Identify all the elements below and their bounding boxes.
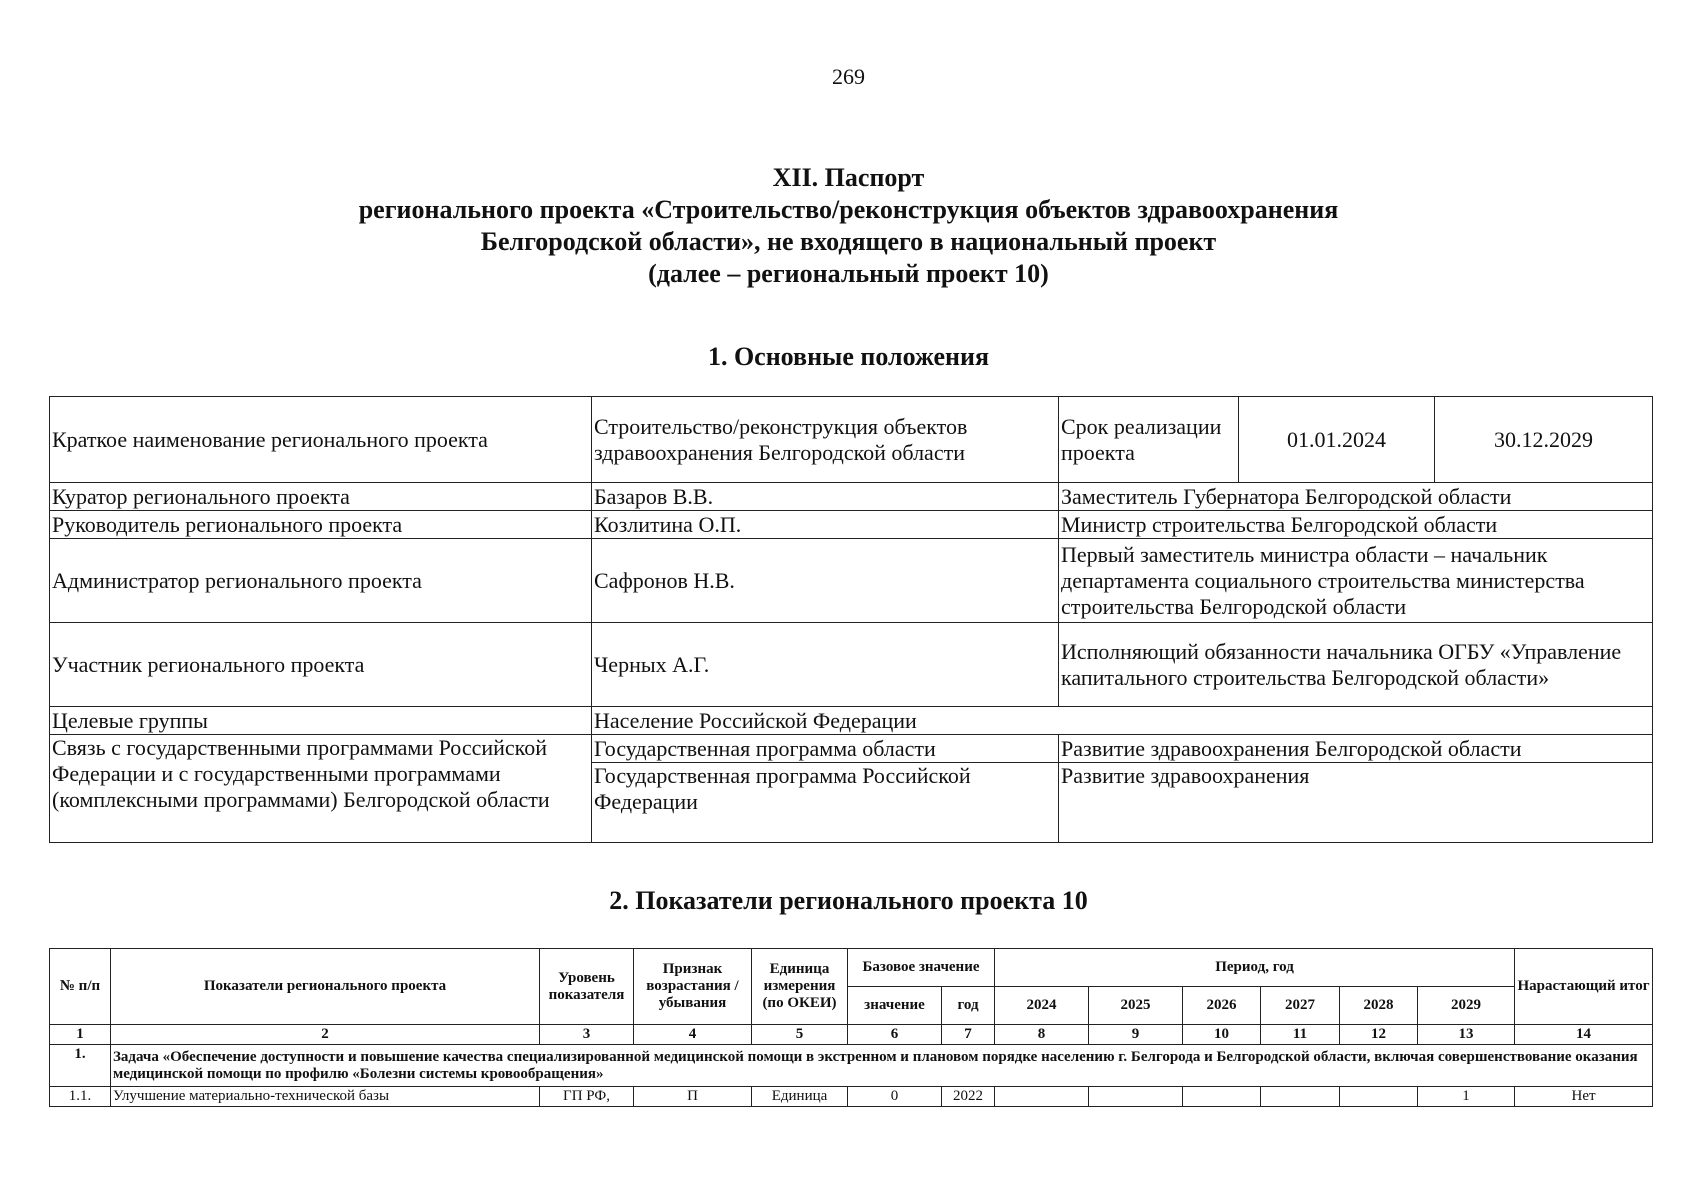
short-name-label: Краткое наименование регионального проекта	[50, 397, 592, 483]
header-unit: Единица измерения (по ОКЕИ)	[752, 949, 848, 1025]
col-number: 11	[1261, 1025, 1340, 1045]
admin-position: Первый заместитель министра области – начальник департамента социального строительства министерства строительства Белгородской области	[1059, 539, 1653, 623]
header-year-2025: 2025	[1089, 987, 1183, 1025]
row-unit: Единица	[752, 1087, 848, 1107]
col-number: 3	[540, 1025, 634, 1045]
program-1-name: Развитие здравоохранения Белгородской области	[1059, 735, 1653, 763]
header-year-2026: 2026	[1183, 987, 1261, 1025]
program-2-type: Государственная программа Российской Федерации	[592, 763, 1059, 843]
section-2-heading: 2. Показатели регионального проекта 10	[609, 886, 1088, 915]
row-sign: П	[634, 1087, 752, 1107]
row-base-value: 0	[848, 1087, 942, 1107]
term-end: 30.12.2029	[1435, 397, 1653, 483]
indicator-row	[50, 1087, 1653, 1107]
title-line-4: (далее – региональный проект 10)	[648, 259, 1049, 288]
row-2028	[1340, 1087, 1418, 1107]
col-number: 6	[848, 1025, 942, 1045]
row-level: ГП РФ,	[540, 1087, 634, 1107]
header-year-2024: 2024	[995, 987, 1089, 1025]
header-base-year: год	[942, 987, 995, 1025]
header-year-2028: 2028	[1340, 987, 1418, 1025]
row-2026	[1183, 1087, 1261, 1107]
col-number: 12	[1340, 1025, 1418, 1045]
task-row	[50, 1045, 1653, 1087]
term-start: 01.01.2024	[1239, 397, 1435, 483]
curator-position: Заместитель Губернатора Белгородской области	[1059, 483, 1653, 511]
header-period: Период, год	[995, 949, 1515, 987]
section-1-heading: 1. Основные положения	[707, 342, 990, 371]
page-number: 269	[832, 64, 865, 89]
passport-row-participant	[50, 623, 1653, 707]
row-base-year: 2022	[942, 1087, 995, 1107]
passport-row-head	[50, 511, 1653, 539]
curator-label: Куратор регионального проекта	[50, 483, 592, 511]
row-2025	[1089, 1087, 1183, 1107]
col-number: 5	[752, 1025, 848, 1045]
col-number: 14	[1515, 1025, 1653, 1045]
passport-row-admin	[50, 539, 1653, 623]
passport-row-short-name	[50, 397, 1653, 483]
task-text: Задача «Обеспечение доступности и повышение качества специализированной медицинской помощи в экстренном и плановом порядке населению г. Белгорода и Белгородской области, включая совершенствование оказания медицинской помощи по профилю «Болезни системы кровообращения»	[111, 1045, 1653, 1087]
header-base-value: значение	[848, 987, 942, 1025]
col-number: 1	[50, 1025, 111, 1045]
header-base: Базовое значение	[848, 949, 995, 987]
header-sign: Признак возрастания / убывания	[634, 949, 752, 1025]
header-num: № п/п	[50, 949, 111, 1025]
head-label: Руководитель регионального проекта	[50, 511, 592, 539]
col-number: 2	[111, 1025, 540, 1045]
column-numbers-row	[50, 1025, 1653, 1045]
program-2-name: Развитие здравоохранения	[1059, 763, 1653, 843]
row-2027	[1261, 1087, 1340, 1107]
participant-position: Исполняющий обязанности начальника ОГБУ «Управление капитального строительства Белгородской области»	[1059, 623, 1653, 707]
title-line-2: регионального проекта «Строительство/реконструкция объектов здравоохранения	[358, 195, 1339, 224]
task-num: 1.	[50, 1045, 111, 1087]
header-year-2029: 2029	[1418, 987, 1515, 1025]
programs-link-label: Связь с государственными программами Российской Федерации и с государственными программами (комплексными программами) Белгородской области	[50, 735, 592, 843]
col-number: 13	[1418, 1025, 1515, 1045]
row-2024	[995, 1087, 1089, 1107]
title-line-1: XII. Паспорт	[772, 163, 925, 192]
row-2029: 1	[1418, 1087, 1515, 1107]
header-year-2027: 2027	[1261, 987, 1340, 1025]
curator-name: Базаров В.В.	[592, 483, 1059, 511]
target-groups-value: Население Российской Федерации	[592, 707, 1653, 735]
col-number: 9	[1089, 1025, 1183, 1045]
admin-label: Администратор регионального проекта	[50, 539, 592, 623]
participant-label: Участник регионального проекта	[50, 623, 592, 707]
col-number: 10	[1183, 1025, 1261, 1045]
participant-name: Черных А.Г.	[592, 623, 1059, 707]
program-1-type: Государственная программа области	[592, 735, 1059, 763]
header-name: Показатели регионального проекта	[111, 949, 540, 1025]
head-position: Министр строительства Белгородской области	[1059, 511, 1653, 539]
passport-table	[49, 396, 1653, 843]
passport-row-program-1	[50, 735, 1653, 763]
row-total: Нет	[1515, 1087, 1653, 1107]
col-number: 8	[995, 1025, 1089, 1045]
term-label: Срок реализации проекта	[1059, 397, 1239, 483]
head-name: Козлитина О.П.	[592, 511, 1059, 539]
indicators-header-row-1	[50, 949, 1653, 987]
target-groups-label: Целевые группы	[50, 707, 592, 735]
short-name-value: Строительство/реконструкция объектов здравоохранения Белгородской области	[592, 397, 1059, 483]
col-number: 4	[634, 1025, 752, 1045]
passport-row-target-groups	[50, 707, 1653, 735]
header-level: Уровень показателя	[540, 949, 634, 1025]
title-line-3: Белгородской области», не входящего в национальный проект	[480, 227, 1217, 256]
document-title	[0, 162, 1697, 290]
indicators-table	[49, 948, 1653, 1107]
admin-name: Сафронов Н.В.	[592, 539, 1059, 623]
row-name: Улучшение материально-технической базы	[111, 1087, 540, 1107]
col-number: 7	[942, 1025, 995, 1045]
passport-row-curator	[50, 483, 1653, 511]
header-total: Нарастающий итог	[1515, 949, 1653, 1025]
row-num: 1.1.	[50, 1087, 111, 1107]
